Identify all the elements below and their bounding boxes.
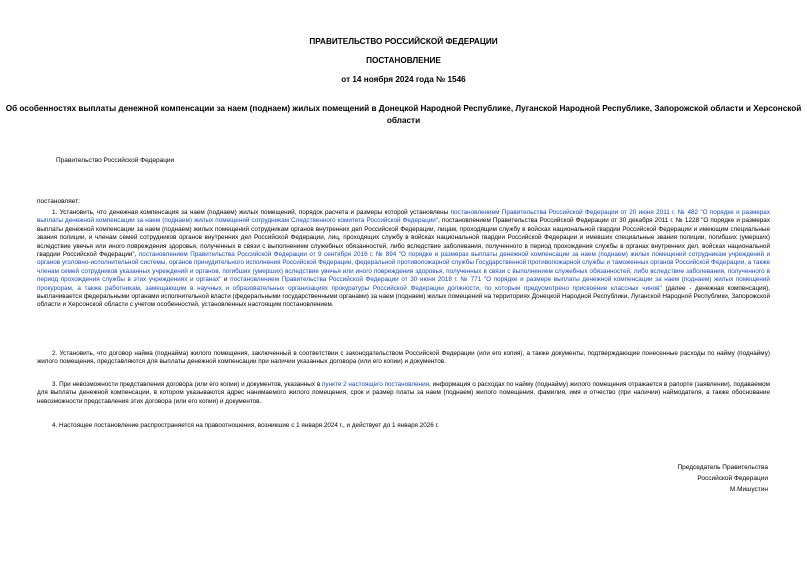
paragraph-3: [37, 381, 770, 406]
link-clause-2[interactable]: пункте 2 настоящего постановления: [321, 381, 430, 388]
paragraph-1: [37, 209, 770, 310]
document-title: Об особенностях выплаты денежной компенсации за наем (поднаем) жилых помещений в Донецкой Народной Республике, Луганской Народной Республике, Запорожской области и Херсонской области: [5, 104, 802, 125]
link-decree-771[interactable]: постановлением Правительства Российской Федерации от 30 июня 2018 г. № 771 "О порядке и размере выплаты денежной компенсации за наем (поднаем) жилых помещений прокурорам, а также работникам, замещающим в научных и образовательных организациях прокуратуры Российской Федерации должности, по которым предусмотрено присвоение классных чинов": [37, 276, 770, 292]
preamble: постановляет:: [37, 198, 80, 205]
paragraph-4: 4. Настоящее постановление распространяется на правоотношения, возникшие с 1 января 2024 г., и действует до 1 января 2026 г.: [52, 422, 439, 429]
paragraph-1-text: и: [221, 276, 231, 284]
signature-title-line2: Российской Федерации: [697, 475, 768, 482]
paragraph-3-text: , информация о расходах по найму (поднайму) жилого помещения отражается в рапорте (заявлении), подаваемом для выплаты денежной компенсации, в котором указываются адрес нанимаемого жилого помещения, срок и размер платы за наем (поднаем) жилого помещения, фамилия, имя и отчество (при наличии) наймодателя, а также обоснование невозможности представления этих договора (или его копии) и документов.: [37, 381, 770, 405]
signature-name: М.Мишустин: [729, 486, 768, 493]
link-decree-482[interactable]: постановлением Правительства Российской Федерации от 20 июня 2011 г. № 482 "О порядке и размерах выплаты денежной компенсации за наем (поднаем) жилых помещений сотрудникам Следственного комитета Российской Федерации": [37, 209, 770, 225]
link-decree-894[interactable]: постановлением Правительства Российской Федерации от 9 сентября 2016 г. № 894 "О порядке и размерах выплаты денежной компенсации за наем (поднаем) жилых помещений сотрудникам учреждений и органов уголовно-исполнительной системы, органов принудительного исполнения Российской Федерации, федеральной противопожарной службы Государственной противопожарной службы и таможенных органов Российской Федерации, а также членам семей сотрудников указанных учреждений и органов, погибших (умерших) вследствие увечья или иного повреждения здоровья, полученных в связи с выполнением служебных обязанностей, либо вследствие заболевания, полученного в период прохождения службы в этих учреждениях и органах": [37, 251, 770, 284]
paragraph-1-text: (далее - денежная компенсация), выплачивается федеральными органами исполнительной власти (федеральными государственными органами) за наем (поднаем) жилых помещений на территориях Донецкой Народной Республики, Луганской Народной Республики, Запорожской области и Херсонской области с учетом особенностей, установленных настоящим постановлением.: [37, 284, 770, 309]
document-type: ПОСТАНОВЛЕНИЕ: [366, 56, 441, 65]
paragraph-2: 2. Установить, что договор найма (поднайма) жилого помещения, заключенный в соответствии с законодательством Российской Федерации (или его копия), а также документы, подтверждающие понесенные расходы по найму (поднайму) жилого помещения, представляются для выплаты денежной компенсации при наличии указанных договора (или его копии) и документов.: [37, 350, 770, 366]
paragraph-3-text: 3. При невозможности представления договора (или его копии) и документов, указанных в: [52, 381, 322, 388]
document-date-number: от 14 ноября 2024 года № 1546: [341, 75, 466, 84]
issuer-line: Правительство Российской Федерации: [56, 157, 175, 164]
signature-title: Председатель Правительства: [677, 464, 768, 471]
government-name: ПРАВИТЕЛЬСТВО РОССИЙСКОЙ ФЕДЕРАЦИИ: [309, 37, 498, 46]
paragraph-1-text: , постановлением Правительства Российской Федерации от 30 декабря 2011 г. № 1228 "О порядке и размерах выплаты денежной компенсации за наем (поднаем) жилых помещений сотрудникам органов внутренних дел Российской Федерации, лицам, проходящим службу в войсках национальной гвардии Российской Федерации и имеющим специальные звания полиции, и членам семей сотрудников органов внутренних дел Российской Федерации, лиц, проходящих службу в войсках национальной гвардии Российской Федерации и имевших специальные звания полиции, погибших (умерших) вследствие увечья или иного повреждения здоровья, полученных в связи с выполнением служебных обязанностей, либо вследствие заболевания, полученного в период прохождения службы в органах внутренних дел, войсках национальной гвардии Российской Федерации",: [37, 217, 771, 259]
paragraph-1-text: 1. Установить, что денежная компенсация за наем (поднаем) жилых помещений, порядок расчета и размеры которой установлены: [52, 209, 451, 216]
